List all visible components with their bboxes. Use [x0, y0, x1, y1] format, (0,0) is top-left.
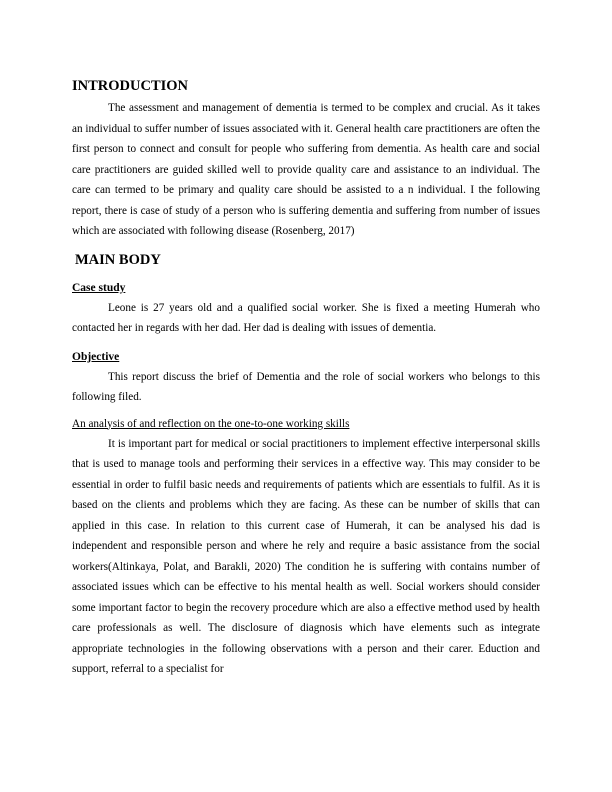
case-study-heading: Case study — [72, 281, 126, 294]
analysis-paragraph: It is important part for medical or social practitioners to implement effective interpersonal skills that is used to manage tools and performing their services in a effective way. This may consider to be essential in order to fulfil basic needs and requirements of patients which are essentials to fulfil. As it is based on the clients and problems which they are facing. As these can be number of skills that can applied in this case. In relation to this current case of Humerah, it can be analysed his dad is independent and responsible person and where he rely and require a basic assistance from the social workers(Altinkaya, Polat, and Barakli, 2020) The condition he is suffering with contains number of associated issues which can be effective to his mental health as well. Social workers should consider some important factor to begin the recovery procedure which are also a effective method used by health care professionals as well. The disclosure of diagnosis which have elements such as integrate appropriate technologies in the following observations with a person and their carer. Eduction and support, referral to a specialist for — [72, 437, 540, 675]
main-body-heading: MAIN BODY — [75, 251, 161, 268]
introduction-paragraph: The assessment and management of dementia is termed to be complex and crucial. As it takes an individual to suffer number of issues associated with it. General health care practitioners are often the first person to connect and consult for people who suffering from dementia. As health care and social care practitioners are guided skilled well to provide quality care and assistance to an individual. The care can termed to be primary and quality care should be assisted to a n individual. I the following report, there is case of study of a person who is suffering dementia and suffering from number of issues which are associated with following disease (Rosenberg, 2017) — [72, 102, 540, 237]
case-study-paragraph: Leone is 27 years old and a qualified social worker. She is fixed a meeting Humerah who contacted her in regards with her dad. Her dad is dealing with issues of dementia. — [72, 301, 540, 334]
document-body — [72, 76, 540, 680]
analysis-heading: An analysis of and reflection on the one-to-one working skills — [72, 417, 350, 430]
introduction-heading: INTRODUCTION — [72, 78, 189, 94]
objective-paragraph: This report discuss the brief of Dementia and the role of social workers who belongs to this following filed. — [72, 370, 540, 403]
objective-heading: Objective — [72, 350, 120, 363]
